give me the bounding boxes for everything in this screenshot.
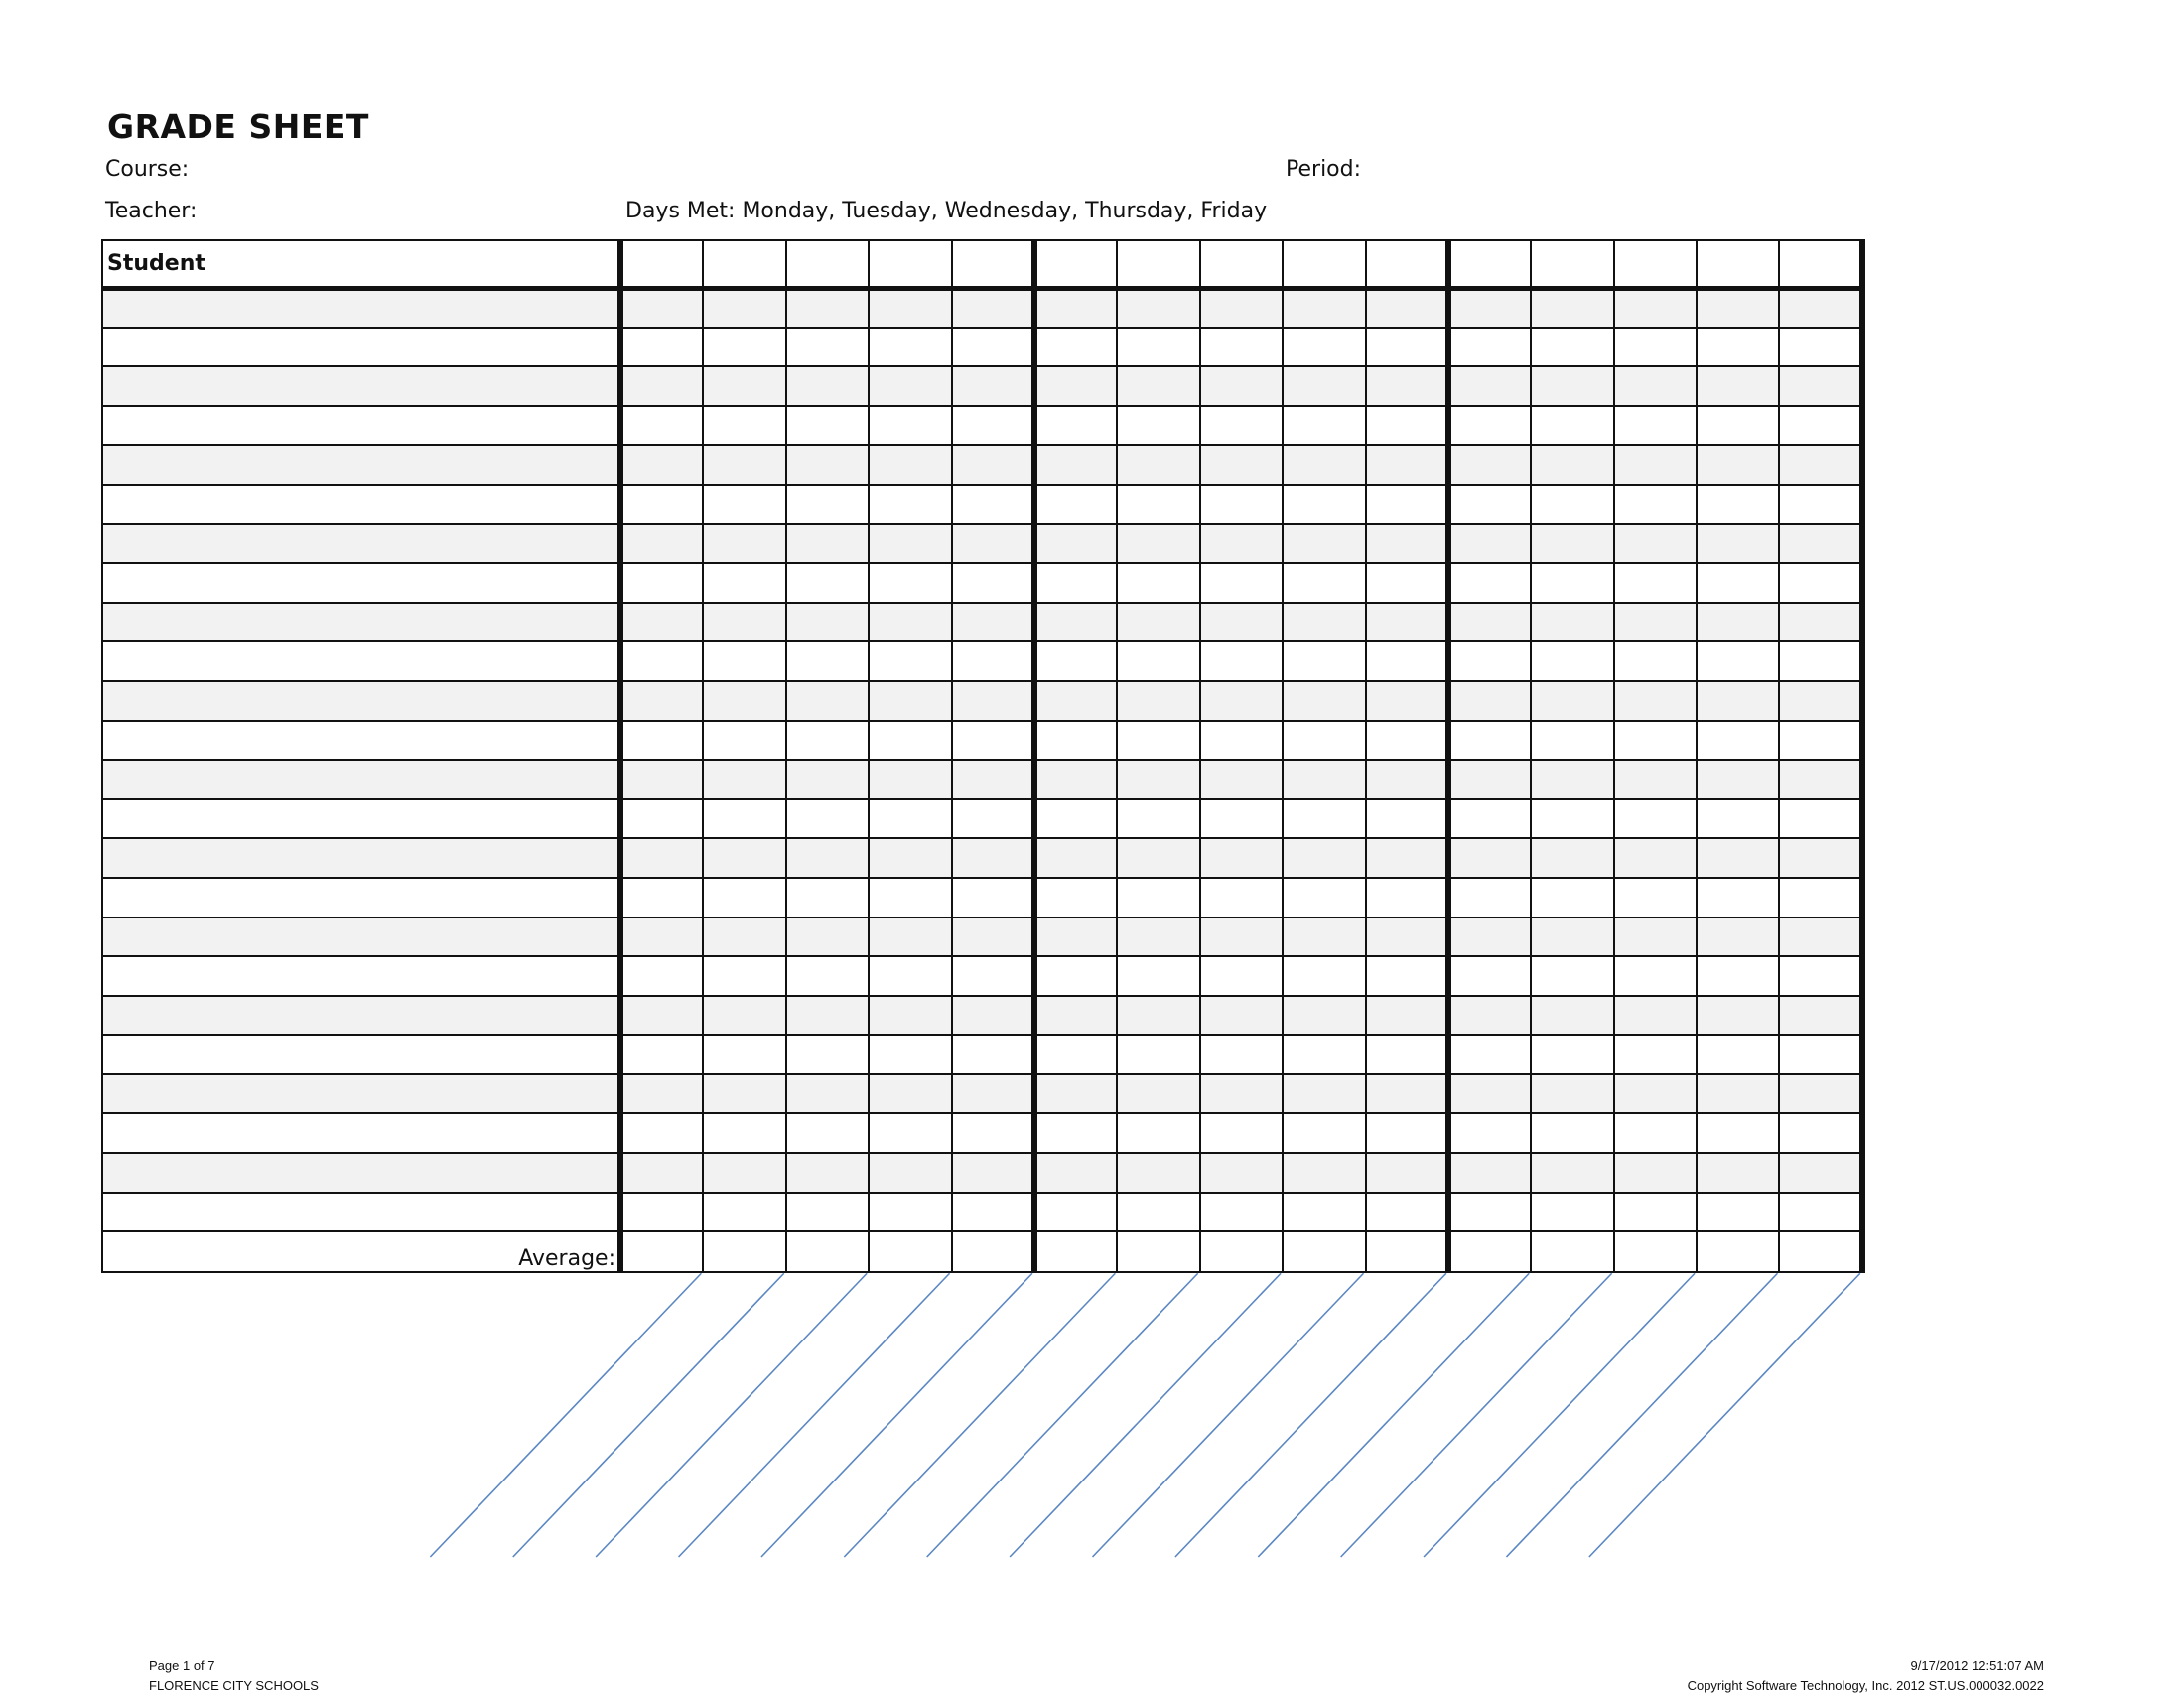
teacher-label: Teacher: (105, 199, 198, 223)
footer-copyright: Copyright Software Technology, Inc. 2012 ST.US.000032.0022 (1687, 1678, 2044, 1693)
column-label-diagonal (1506, 1273, 1777, 1557)
column-label-diagonal (1258, 1273, 1529, 1557)
course-label: Course: (105, 157, 190, 182)
column-label-diagonal (1424, 1273, 1695, 1557)
column-label-diagonal (596, 1273, 867, 1557)
days-met-text: Days Met: Monday, Tuesday, Wednesday, Thursday, Friday (625, 199, 1268, 223)
column-label-diagonal (1589, 1273, 1860, 1557)
footer-school: FLORENCE CITY SCHOOLS (149, 1678, 319, 1693)
column-label-diagonal (844, 1273, 1115, 1557)
column-label-diagonal (927, 1273, 1198, 1557)
footer-page: Page 1 of 7 (149, 1658, 215, 1673)
column-label-diagonal (430, 1273, 701, 1557)
footer-datetime: 9/17/2012 12:51:07 AM (1910, 1658, 2044, 1673)
column-label-diagonal (513, 1273, 784, 1557)
column-label-diagonal (761, 1273, 1032, 1557)
column-label-diagonal (1093, 1273, 1364, 1557)
page-title: GRADE SHEET (107, 107, 369, 146)
column-label-diagonal (679, 1273, 950, 1557)
average-label: Average: (102, 1231, 620, 1272)
column-label-diagonal (1010, 1273, 1281, 1557)
student-header: Student (102, 240, 620, 288)
column-label-diagonal (1175, 1273, 1446, 1557)
column-label-diagonal (1341, 1273, 1612, 1557)
period-label: Period: (1286, 157, 1362, 182)
